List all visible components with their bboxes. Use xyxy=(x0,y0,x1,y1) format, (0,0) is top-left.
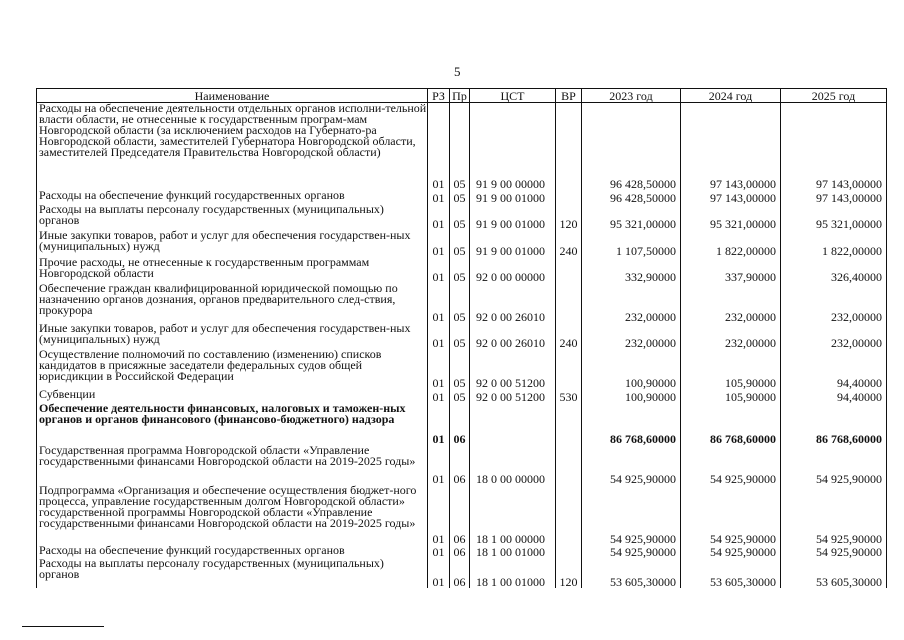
row-name: Расходы на обеспечение функций государственных органов xyxy=(37,190,428,204)
row-rz: 01 xyxy=(428,103,450,190)
table-row xyxy=(37,283,887,323)
row-pr: 05 xyxy=(450,230,470,257)
row-pr: 05 xyxy=(450,323,470,349)
row-name: Осуществление полномочий по составлению (изменению) списков кандидатов в присяжные заседатели федеральных судов общей юрисдикции в Российской Федерации xyxy=(37,349,428,389)
row-2025: 232,00000 xyxy=(781,283,887,323)
row-2024: 105,90000 xyxy=(681,389,781,403)
row-2024: 105,90000 xyxy=(681,349,781,389)
row-2023: 95 321,00000 xyxy=(582,204,681,230)
row-name: Расходы на обеспечение деятельности отдельных органов исполни-тельной власти области, не отнесенные к государственным програм-мам Новгородской области (за исключением расходов на Губернато-ра Новгородской области, заместителей Губернатора Новгородской области, заместителей Председателя Правительства Новгородской области) xyxy=(37,103,428,190)
table-row xyxy=(37,558,887,588)
row-rz: 01 xyxy=(428,190,450,204)
header-rz: РЗ xyxy=(428,89,450,103)
row-name: Обеспечение деятельности финансовых, налоговых и таможен-ных органов и органов финансового (финансово-бюджетного) надзора xyxy=(37,403,428,445)
row-2024: 54 925,90000 xyxy=(681,485,781,545)
row-vr xyxy=(556,545,582,558)
row-vr: 240 xyxy=(556,323,582,349)
row-rz: 01 xyxy=(428,389,450,403)
row-2024: 232,00000 xyxy=(681,323,781,349)
row-2023: 54 925,90000 xyxy=(582,485,681,545)
row-2024: 97 143,00000 xyxy=(681,190,781,204)
row-rz: 01 xyxy=(428,558,450,588)
table-row xyxy=(37,349,887,389)
table-row xyxy=(37,103,887,190)
row-2023: 86 768,60000 xyxy=(582,403,681,445)
row-2024: 54 925,90000 xyxy=(681,445,781,485)
row-cst: 18 0 00 00000 xyxy=(470,445,556,485)
row-2024: 337,90000 xyxy=(681,257,781,283)
header-cst: ЦСТ xyxy=(470,89,556,103)
row-2024: 1 822,00000 xyxy=(681,230,781,257)
row-name: Субвенции xyxy=(37,389,428,403)
row-vr xyxy=(556,485,582,545)
row-rz: 01 xyxy=(428,445,450,485)
row-2023: 54 925,90000 xyxy=(582,445,681,485)
row-vr xyxy=(556,403,582,445)
row-2025: 53 605,30000 xyxy=(781,558,887,588)
table-row xyxy=(37,485,887,545)
row-name: Иные закупки товаров, работ и услуг для обеспечения государствен-ных (муниципальных) нужд xyxy=(37,323,428,349)
row-2023: 100,90000 xyxy=(582,349,681,389)
row-cst: 91 9 00 01000 xyxy=(470,204,556,230)
row-rz: 01 xyxy=(428,257,450,283)
row-vr: 530 xyxy=(556,389,582,403)
budget-table xyxy=(36,88,887,588)
row-vr: 120 xyxy=(556,204,582,230)
page-number: 5 xyxy=(454,64,461,79)
table-row xyxy=(37,403,887,445)
row-2025: 1 822,00000 xyxy=(781,230,887,257)
row-cst: 18 1 00 00000 xyxy=(470,485,556,545)
row-2023: 332,90000 xyxy=(582,257,681,283)
row-cst: 91 9 00 01000 xyxy=(470,190,556,204)
row-pr: 05 xyxy=(450,349,470,389)
row-2024: 54 925,90000 xyxy=(681,545,781,558)
row-cst: 91 9 00 00000 xyxy=(470,103,556,190)
row-pr: 06 xyxy=(450,545,470,558)
row-rz: 01 xyxy=(428,485,450,545)
header-name: Наименование xyxy=(37,89,428,103)
row-name: Расходы на обеспечение функций государственных органов xyxy=(37,545,428,558)
row-pr: 05 xyxy=(450,190,470,204)
row-2025: 54 925,90000 xyxy=(781,445,887,485)
row-rz: 01 xyxy=(428,204,450,230)
table-row xyxy=(37,230,887,257)
table-row xyxy=(37,204,887,230)
row-2025: 54 925,90000 xyxy=(781,545,887,558)
header-pr: Пр xyxy=(450,89,470,103)
row-2023: 232,00000 xyxy=(582,323,681,349)
row-2023: 1 107,50000 xyxy=(582,230,681,257)
table-body xyxy=(37,103,887,588)
row-cst: 92 0 00 00000 xyxy=(470,257,556,283)
row-2023: 100,90000 xyxy=(582,389,681,403)
row-2025: 97 143,00000 xyxy=(781,190,887,204)
row-2023: 53 605,30000 xyxy=(582,558,681,588)
row-cst: 92 0 00 26010 xyxy=(470,323,556,349)
row-2024: 95 321,00000 xyxy=(681,204,781,230)
row-2024: 53 605,30000 xyxy=(681,558,781,588)
row-rz: 01 xyxy=(428,349,450,389)
row-rz: 01 xyxy=(428,230,450,257)
row-pr: 06 xyxy=(450,403,470,445)
row-2023: 232,00000 xyxy=(582,283,681,323)
row-2025: 232,00000 xyxy=(781,323,887,349)
row-name: Обеспечение граждан квалифицированной юридической помощью по назначению органов дознания, органов предварительного след-ствия, прокурора xyxy=(37,283,428,323)
row-pr: 06 xyxy=(450,485,470,545)
row-2024: 97 143,00000 xyxy=(681,103,781,190)
row-vr xyxy=(556,103,582,190)
row-name: Расходы на выплаты персоналу государственных (муниципальных) органов xyxy=(37,204,428,230)
row-cst: 92 0 00 51200 xyxy=(470,349,556,389)
row-cst: 18 1 00 01000 xyxy=(470,558,556,588)
row-vr xyxy=(556,257,582,283)
table-row xyxy=(37,323,887,349)
row-2025: 95 321,00000 xyxy=(781,204,887,230)
row-name: Подпрограмма «Организация и обеспечение осуществления бюджет-ного процесса, управление государственным долгом Новгородской области» государственной программы Новгородской области «Управление государственными финансами Новгородской области на 2019-2025 годы» xyxy=(37,485,428,545)
header-vr: ВР xyxy=(556,89,582,103)
row-name: Иные закупки товаров, работ и услуг для обеспечения государствен-ных (муниципальных) нужд xyxy=(37,230,428,257)
row-2025: 97 143,00000 xyxy=(781,103,887,190)
row-cst: 91 9 00 01000 xyxy=(470,230,556,257)
row-rz: 01 xyxy=(428,283,450,323)
row-2025: 86 768,60000 xyxy=(781,403,887,445)
row-2023: 96 428,50000 xyxy=(582,103,681,190)
row-rz: 01 xyxy=(428,323,450,349)
footnote-divider xyxy=(22,626,104,627)
row-pr: 05 xyxy=(450,204,470,230)
row-name: Государственная программа Новгородской области «Управление государственными финансами Новгородской области на 2019-2025 годы» xyxy=(37,445,428,485)
row-pr: 05 xyxy=(450,389,470,403)
row-pr: 06 xyxy=(450,445,470,485)
row-2025: 326,40000 xyxy=(781,257,887,283)
row-vr: 240 xyxy=(556,230,582,257)
row-pr: 05 xyxy=(450,283,470,323)
row-cst: 18 1 00 01000 xyxy=(470,545,556,558)
header-2025: 2025 год xyxy=(781,89,887,103)
row-pr: 06 xyxy=(450,558,470,588)
row-2024: 232,00000 xyxy=(681,283,781,323)
header-2024: 2024 год xyxy=(681,89,781,103)
row-2023: 96 428,50000 xyxy=(582,190,681,204)
header-2023: 2023 год xyxy=(582,89,681,103)
row-vr xyxy=(556,283,582,323)
row-2024: 86 768,60000 xyxy=(681,403,781,445)
row-2025: 94,40000 xyxy=(781,349,887,389)
row-name: Расходы на выплаты персоналу государственных (муниципальных) органов xyxy=(37,558,428,588)
row-vr: 120 xyxy=(556,558,582,588)
table-row xyxy=(37,257,887,283)
row-cst: 92 0 00 26010 xyxy=(470,283,556,323)
row-vr xyxy=(556,349,582,389)
row-vr xyxy=(556,445,582,485)
table-row xyxy=(37,445,887,485)
row-pr: 05 xyxy=(450,257,470,283)
row-pr: 05 xyxy=(450,103,470,190)
row-cst xyxy=(470,403,556,445)
row-2023: 54 925,90000 xyxy=(582,545,681,558)
row-2025: 94,40000 xyxy=(781,389,887,403)
row-name: Прочие расходы, не отнесенные к государственным программам Новгородской области xyxy=(37,257,428,283)
row-2025: 54 925,90000 xyxy=(781,485,887,545)
row-cst: 92 0 00 51200 xyxy=(470,389,556,403)
row-vr xyxy=(556,190,582,204)
row-rz: 01 xyxy=(428,403,450,445)
row-rz: 01 xyxy=(428,545,450,558)
